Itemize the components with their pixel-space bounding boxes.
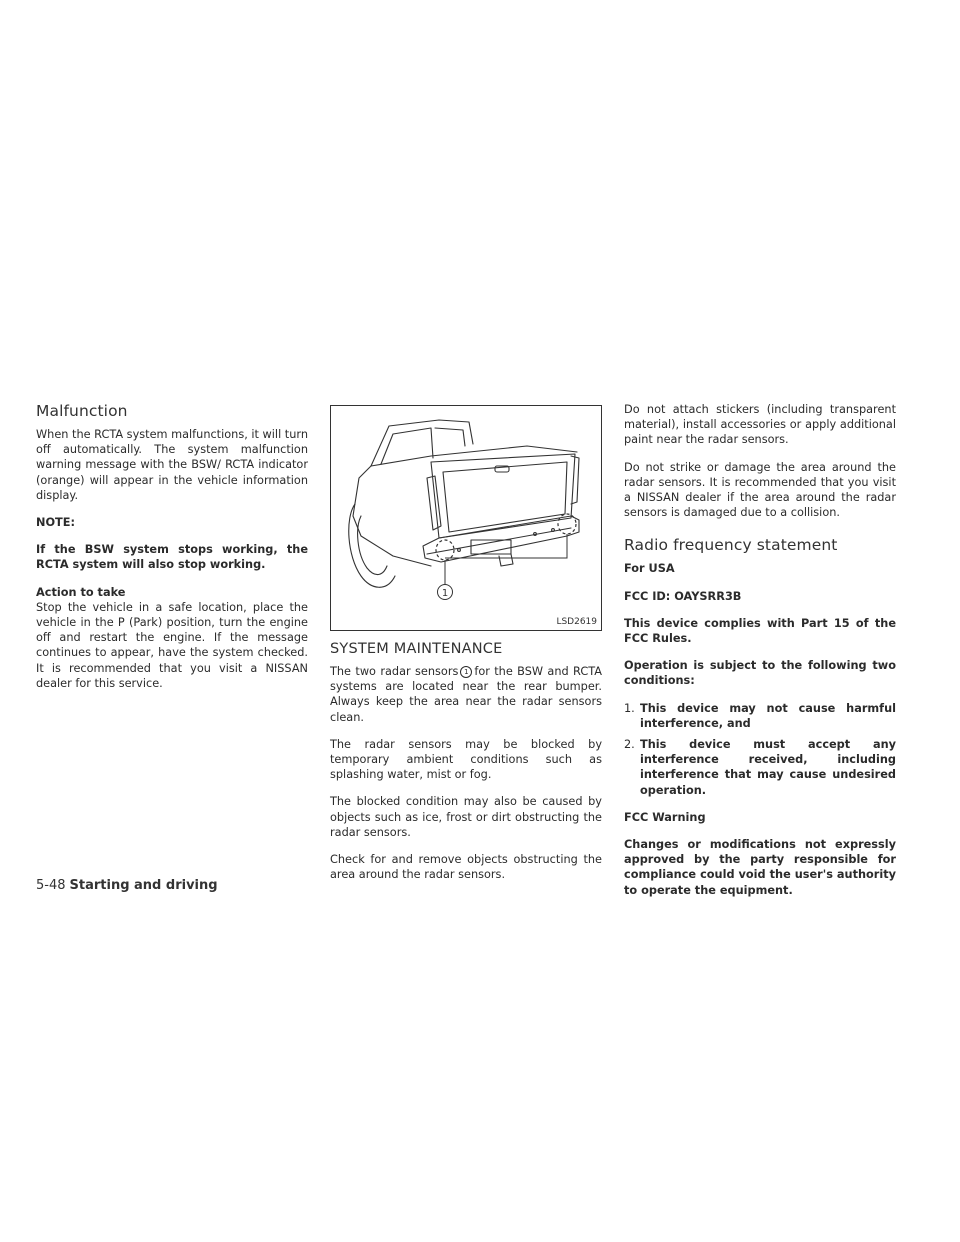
stickers-paragraph: Do not attach stickers (including transparent material), install accessories or apply additional paint near the radar sensors. xyxy=(624,403,896,447)
maintenance-paragraph-1 xyxy=(330,664,602,725)
condition-text: This device may not cause harmful interference, and xyxy=(640,701,896,730)
changes-statement: Changes or modifications not expressly approved by the party responsible for compliance could void the user's authority to operate the equipment. xyxy=(624,838,896,897)
callout-1-marker: 1 xyxy=(460,666,472,678)
maintenance-paragraph-3: The blocked condition may also be caused by objects such as ice, frost or dirt obstructing the radar sensors. xyxy=(330,795,602,839)
damage-paragraph: Do not strike or damage the area around the radar sensors. It is recommended that you visit a NISSAN dealer if the area around the radar sensors is damaged due to a collision. xyxy=(624,460,896,520)
maintenance-paragraph-2: The radar sensors may be blocked by temporary ambient conditions such as splashing water, mist or fog. xyxy=(330,737,602,782)
heading-radio-frequency: Radio frequency statement xyxy=(624,536,838,555)
truck-rear-illustration xyxy=(331,406,602,631)
condition-number: 1. xyxy=(624,701,635,715)
column-right xyxy=(624,402,896,910)
note-label: NOTE: xyxy=(36,516,75,530)
conditions-list xyxy=(624,701,896,798)
section-title: Starting and driving xyxy=(69,878,218,893)
heading-malfunction: Malfunction xyxy=(36,402,128,420)
figure-code: LSD2619 xyxy=(556,617,597,627)
operation-statement: Operation is subject to the following two conditions: xyxy=(624,659,896,688)
page-footer xyxy=(36,878,218,893)
note-text: If the BSW system stops working, the RCTA system will also stop working. xyxy=(36,543,308,572)
callout-1-label: 1 xyxy=(441,588,449,599)
action-text: Stop the vehicle in a safe location, place the vehicle in the P (Park) position, turn the engine off and restart the engine. If the message continues to appear, have the system checked. It is recommended that you visit a NISSAN dealer for this service. xyxy=(36,600,308,690)
column-left xyxy=(36,402,308,703)
action-block xyxy=(36,585,308,691)
fcc-id: FCC ID: OAYSRR3B xyxy=(624,589,742,603)
condition-text: This device must accept any interference received, including interference that may cause undesired operation. xyxy=(640,738,896,797)
condition-number: 2. xyxy=(624,738,635,752)
page-number: 5-48 xyxy=(36,878,66,893)
complies-statement: This device complies with Part 15 of the FCC Rules. xyxy=(624,616,896,646)
for-usa: For USA xyxy=(624,562,675,576)
maintenance-paragraph-4: Check for and remove objects obstructing the area around the radar sensors. xyxy=(330,853,602,882)
heading-system-maintenance: SYSTEM MAINTENANCE xyxy=(330,641,503,657)
maintenance-p1-post: for the BSW and RCTA systems are located near the rear bumper. Always keep the area near the radar sensors clean. xyxy=(330,665,602,724)
condition-item xyxy=(624,737,896,798)
column-middle xyxy=(330,402,602,894)
fcc-warning-label: FCC Warning xyxy=(624,810,706,824)
action-title: Action to take xyxy=(36,585,126,599)
maintenance-p1-pre: The two radar sensors xyxy=(330,665,459,678)
condition-item xyxy=(624,701,896,731)
malfunction-paragraph: When the RCTA system malfunctions, it will turn off automatically. The system malfunction warning message with the BSW/ RCTA indicator (orange) will appear in the vehicle information display. xyxy=(36,428,308,502)
radar-sensor-figure xyxy=(330,405,602,631)
